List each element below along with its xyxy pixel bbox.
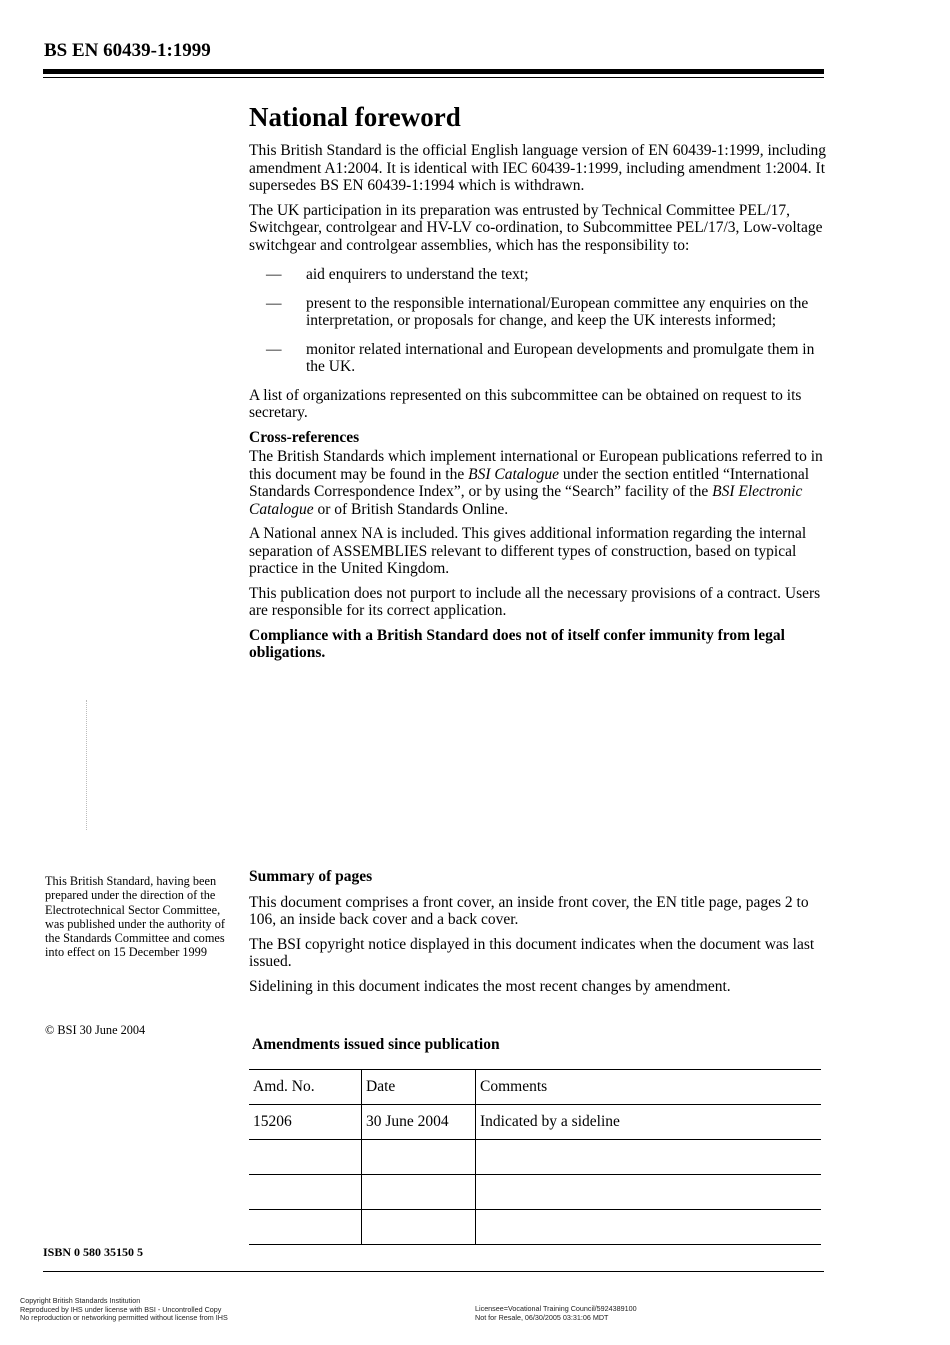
table-header-row bbox=[249, 1070, 821, 1105]
isbn: ISBN 0 580 35150 5 bbox=[43, 1245, 144, 1259]
list-item-text: aid enquirers to understand the text; bbox=[306, 266, 529, 283]
table-cell bbox=[476, 1140, 822, 1175]
summary-heading: Summary of pages bbox=[249, 868, 373, 885]
dash-marker: — bbox=[266, 266, 282, 283]
cross-references-heading: Cross-references bbox=[249, 428, 360, 446]
list-item bbox=[249, 295, 827, 330]
annex-paragraph: A National annex NA is included. This gives additional information regarding the internal separation of ASSEMBLIES relevant to different types of construction, based on typical practice in the United Kingdom. bbox=[249, 525, 807, 577]
page-title: National foreword bbox=[249, 102, 461, 132]
xref-text-c: or of British Standards Online. bbox=[313, 500, 509, 518]
table-row bbox=[249, 1210, 821, 1245]
document-id: BS EN 60439-1:1999 bbox=[44, 40, 211, 61]
xref-text-b: under the section entitled “International Standards Correspondence Index”, or by using the “Search” facility of the bbox=[249, 465, 810, 500]
list-item-text: monitor related international and European developments and promulgate them in the UK. bbox=[306, 340, 815, 375]
table-cell bbox=[249, 1175, 362, 1210]
footer-copyright bbox=[20, 1297, 228, 1323]
table-cell bbox=[362, 1175, 476, 1210]
summary-of-pages bbox=[249, 868, 827, 1002]
footer-line: Not for Resale, 06/30/2005 03:31:06 MDT bbox=[475, 1312, 609, 1322]
table-cell: 15206 bbox=[249, 1105, 362, 1140]
list-item bbox=[249, 266, 827, 284]
bsi-electronic-catalogue-ref: BSI Electronic Catalogue bbox=[249, 483, 803, 518]
table-cell bbox=[476, 1175, 822, 1210]
column-header: Comments bbox=[476, 1070, 822, 1105]
dash-marker: — bbox=[266, 340, 282, 358]
table-cell bbox=[476, 1210, 822, 1245]
table-cell bbox=[362, 1140, 476, 1175]
table-cell bbox=[362, 1210, 476, 1245]
amendments-title: Amendments issued since publication bbox=[252, 1036, 500, 1053]
table-row bbox=[249, 1140, 821, 1175]
column-header: Date bbox=[362, 1070, 476, 1105]
responsibility-list bbox=[249, 266, 827, 376]
table-cell: 30 June 2004 bbox=[362, 1105, 476, 1140]
compliance-statement: Compliance with a British Standard does not of itself confer immunity from legal obligations. bbox=[249, 626, 785, 661]
footer-line: Copyright British Standards Institution bbox=[20, 1296, 141, 1305]
header-rule-thick bbox=[43, 69, 824, 74]
list-item bbox=[249, 341, 827, 376]
header-rule-thin bbox=[43, 77, 824, 78]
contract-paragraph: This publication does not purport to include all the necessary provisions of a contract. Users are responsible for its correct application. bbox=[249, 584, 821, 619]
column-header: Amd. No. bbox=[249, 1070, 362, 1105]
table-row bbox=[249, 1175, 821, 1210]
footer-licensee bbox=[475, 1305, 637, 1322]
table-cell bbox=[249, 1210, 362, 1245]
xref-text-a: The British Standards which implement international or European publications referred to in this document may be found in the bbox=[249, 448, 823, 483]
margin-sideline bbox=[86, 700, 89, 830]
table-cell: Indicated by a sideline bbox=[476, 1105, 822, 1140]
footer-rule bbox=[43, 1271, 824, 1272]
footer-line: Licensee=Vocational Training Council/5924389100 bbox=[475, 1304, 637, 1313]
table-cell bbox=[249, 1140, 362, 1175]
footer-line: No reproduction or networking permitted without license from IHS bbox=[20, 1313, 228, 1322]
participation-paragraph: The UK participation in its preparation was entrusted by Technical Committee PEL/17, Switchgear, controlgear and HV-LV co-ordination, to Subcommittee PEL/17/3, Low-voltage switchgear and controlgear assemblies, which has the responsibility to: bbox=[249, 201, 823, 254]
cross-references-paragraph bbox=[249, 448, 827, 518]
list-item-text: present to the responsible international/European committee any enquiries on the interpretation, or proposals for change, and keep the UK interests informed; bbox=[306, 294, 809, 329]
table-row bbox=[249, 1105, 821, 1140]
amendments-table bbox=[249, 1069, 821, 1245]
sidelining-paragraph: Sidelining in this document indicates the most recent changes by amendment. bbox=[249, 977, 731, 995]
publication-note: This British Standard, having been prepared under the direction of the Electrotechnical Sector Committee, was published under the authority of the Standards Committee and comes into effect on 15 December 1999 bbox=[45, 874, 225, 960]
footer-line: Reproduced by IHS under license with BSI - Uncontrolled Copy bbox=[20, 1304, 222, 1314]
copyright-date: © BSI 30 June 2004 bbox=[45, 1023, 146, 1037]
intro-paragraph: This British Standard is the official English language version of EN 60439-1:1999, including amendment A1:2004. It is identical with IEC 60439-1:1999, including amendment 1:2004. It supersedes BS EN 60439-1:1994 which is withdrawn. bbox=[249, 142, 827, 194]
organizations-paragraph: A list of organizations represented on this subcommittee can be obtained on request to its secretary. bbox=[249, 386, 802, 421]
dash-marker: — bbox=[266, 294, 282, 312]
bsi-catalogue-ref: BSI Catalogue bbox=[468, 465, 559, 483]
summary-paragraph: This document comprises a front cover, an inside front cover, the EN title page, pages 2 to 106, an inside back cover and a back cover. bbox=[249, 893, 809, 928]
copyright-notice-paragraph: The BSI copyright notice displayed in this document indicates when the document was last issued. bbox=[249, 935, 815, 970]
national-foreword bbox=[249, 101, 827, 669]
